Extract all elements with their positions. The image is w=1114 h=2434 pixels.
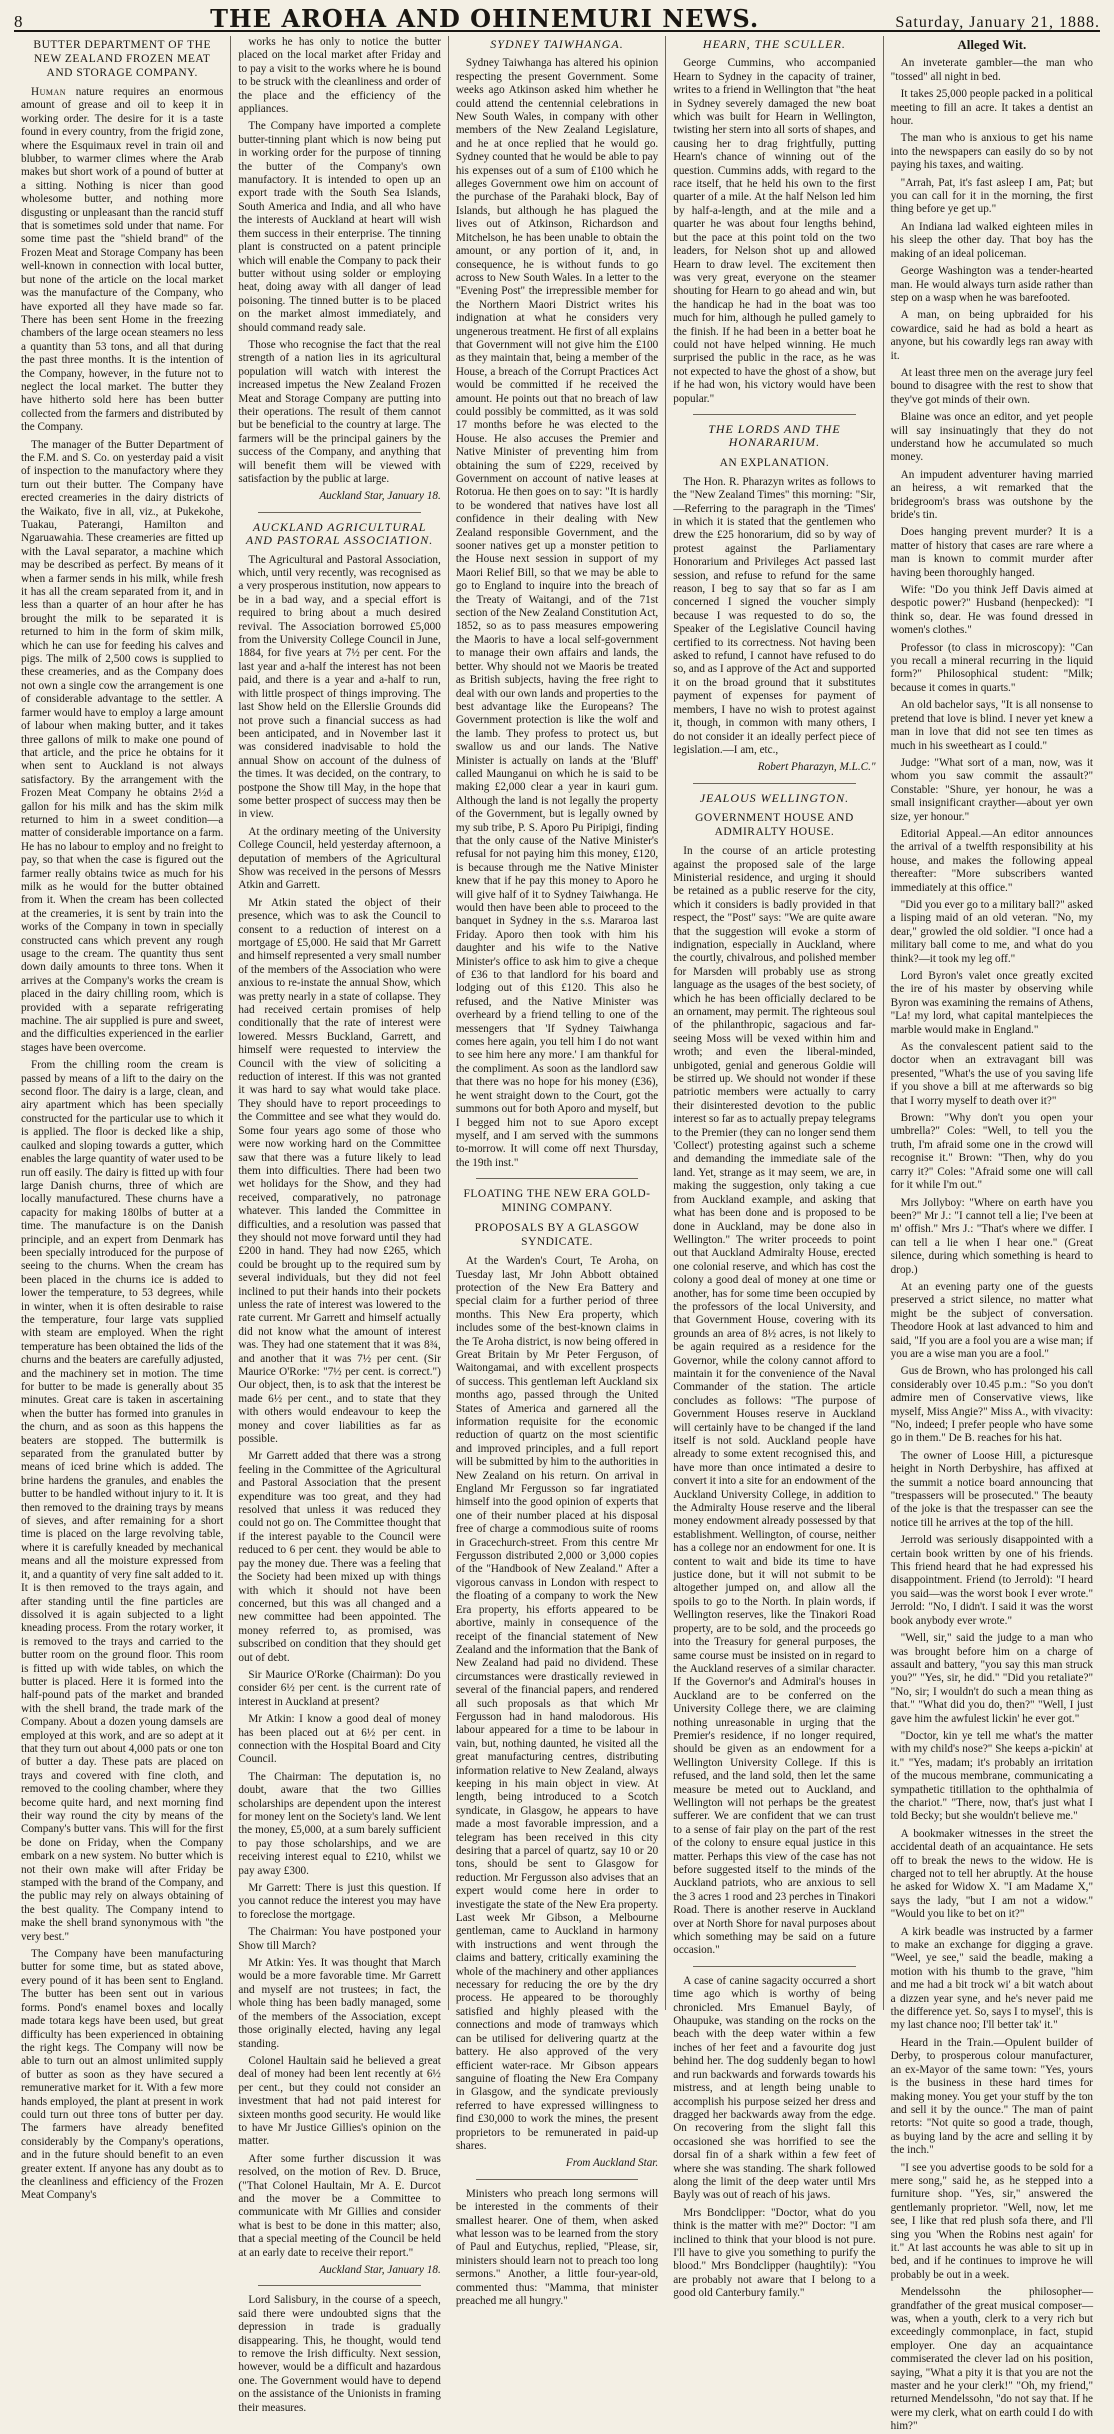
article-heading: FLOATING THE NEW ERA GOLD-MINING COMPANY. bbox=[463, 1188, 651, 1215]
joke-paragraph: George Washington was a tender-hearted man. He would always turn aside rather than step on a wasp when he was barefooted. bbox=[890, 265, 1094, 304]
divider bbox=[476, 1178, 638, 1179]
article-paragraph: The Hon. R. Pharazyn writes as follows to the "New Zealand Times" this morning: "Sir,—Referring to the paragraph in the 'Times' in which it is stated that the gentlemen who drew the £25 honorarium, did so by way of protest against the Parliamentary Honorarium and Privileges Act passed last session, and refuse to refund for the same reason, I beg to say that so far as I am concerned I signed the voucher simply because I was requested to do so, the Speaker of the Legislative Council having certified to its correctness. Not having been asked to refund, I cannot have refused to do so, and as I approve of the Act and supported it on the broad ground that it substitutes payment of expenses for payment of members, I have no wish to protest against it, though, in common with many others, I do not consider it an ideally perfect piece of legislation.—I am, etc., bbox=[673, 475, 876, 756]
article-heading: BUTTER DEPARTMENT OF THE NEW ZEALAND FROZEN MEAT AND STORAGE COMPANY. bbox=[33, 39, 211, 79]
joke-paragraph: "Well, sir," said the judge to a man who was brought before him on a charge of assault and battery, "you say this man struck you?" "Yes, sir, he did." "Did you retaliate?" "No, sir; I wouldn't do such a mean thing as that." "What did you do, then?" "Well, I just gave him the awfulest lickin' he ever got." bbox=[890, 1632, 1094, 1725]
signature: Robert Pharazyn, M.L.C." bbox=[757, 761, 876, 774]
dateline: Auckland Star, January 18. bbox=[319, 2264, 441, 2276]
column-4 bbox=[666, 36, 883, 2300]
article-heading: JEALOUS WELLINGTON. bbox=[699, 790, 850, 805]
joke-paragraph: Heard in the Train.—Opulent builder of Derby, to prosperous colour manufacturer, an ex-Mayor of the same town: "Yes, yours is the business in these hard times for making money. You get your stuff by the ton and sell it by the ounce." The man of paint retorts: "Not quite so good a trade, though, as buying land by the acre and selling it by the inch." bbox=[890, 2036, 1094, 2157]
joke-paragraph: Lord Byron's valet once greatly excited the ire of his master by observing while Byron was examining the remains of Athens, "La! my lord, what capital mantelpieces the marble would make in England." bbox=[890, 970, 1094, 1036]
joke-paragraph: Wife: "Do you think Jeff Davis aimed at despotic power?" Husband (henpecked): "I think so, dear. He was found dressed in women's clothes." bbox=[890, 584, 1094, 637]
column-2 bbox=[231, 36, 448, 2414]
joke-paragraph: Gus de Brown, who has prolonged his call considerably over 10.45 p.m.: "So you don't admire men of Conservative views, like myself, Miss Angie?" Miss A., with vivacity: "No, indeed; I prefer people who have some go in them." De B. reaches for his hat. bbox=[890, 1365, 1094, 1445]
joke-paragraph: Jerrold was seriously disappointed with a certain book written by one of his friends. This friend heard that he had expressed his disappointment. Friend (to Jerrold): "I heard you said—was the worst book I ever wrote." Jerrold: "No, I didn't. I said it was the worst book anybody ever wrote." bbox=[890, 1534, 1094, 1627]
article-heading: HEARN, THE SCULLER. bbox=[702, 37, 846, 51]
joke-paragraph: "Did you ever go to a military ball?" asked a lisping maid of an old veteran. "No, my dear," growled the old soldier. "I once had a military ball come to me, and what do you think?—it took my leg off." bbox=[890, 898, 1094, 965]
joke-paragraph: It takes 25,000 people packed in a political meeting to fill an acre. It takes a dentist an hour. bbox=[890, 88, 1094, 128]
dateline: From Auckland Star. bbox=[565, 2157, 659, 2170]
article-subheading: AN EXPLANATION. bbox=[719, 456, 830, 469]
article-paragraph: The Chairman: You have postponed your Show till March? bbox=[238, 1926, 441, 1952]
article-paragraph: Those who recognise the fact that the real strength of a nation lies in its agricultural population will watch with interest the increased impetus the New Zealand Frozen Meat and Storage Company are putting into their operations. The result of them cannot but be beneficial to the country at large. The farmers will be the principal gainers by the success of the Company, and anything that will benefit them will be viewed with satisfaction by the public at large. bbox=[238, 338, 441, 485]
joke-paragraph: Blaine was once an editor, and yet people will say insinuatingly that they do not understand how he accumulated so much money. bbox=[890, 411, 1094, 464]
article-paragraph: Lord Salisbury, in the course of a speech, said there were undoubted signs that the depression in trade is gradually disappearing. This, he thought, would tend to remove the Irish difficulty. Next session, however, would be a difficult and hazardous one. The Government would have to depend on the assistance of the Unionists in framing their measures. bbox=[238, 2294, 441, 2414]
joke-paragraph: Editorial Appeal.—An editor announces the arrival of a twelfth responsibility at his house, and makes the following appeal thereafter: "More subscribers wanted immediately at this office." bbox=[890, 827, 1094, 894]
joke-paragraph: A kirk beadle was instructed by a farmer to make an exchange for digging a grave. "Weel, ye see," said the beadle, making a motion with his thumb to the grave, "him and me had a bit trock wi' a bit watch about a dizzen year syne, and he's never paid me the difference yet. So, says I to mysel', this is my last chance noo; I'll better tak' it." bbox=[890, 1925, 1094, 2032]
article-paragraph: From the chilling room the cream is passed by means of a lift to the dairy on the second floor. The dairy is a large, clean, and airy apartment which has been specially constructed for the particular use to which it is applied. The floor is decked like a ship, caulked and sloping towards a gutter, which enables the large quantity of water used to be run off easily. The dairy is fitted up with four large Danish churns, three of which are locally manufactured. These churns have a capacity for making 180lbs of butter at a time. The manufacture is on the Danish principle, and an expert from Denmark has been specially introduced for the purpose of seeing to the churns. When the cream has been placed in the churns ice is added to lower the temperature, to 53 degrees, while in winter, when it is often desirable to raise the temperature, four large vats supplied with steam are employed. When the right temperature has been obtained the lids of the churns and the beaters are carefully adjusted, and the machinery set in motion. The time for butter to be made is generally about 35 minutes. Great care is taken in ascertaining when the butter has formed into granules in the churn, and as soon as this happens the beaters are stopped. The buttermilk is separated from the granulated butter by means of iced brine which is added. The brine hardens the granules, and enables the butter to be handled without injury to it. It is then removed to the draining trays by means of sieves, and after remaining for a short time is placed on the large revolving table, where it is carefully kneaded by mechanical means and all the moisture expressed from it, and a quantity of very fine salt added to it. It is then removed to the trays again, and after standing until the fine particles are dissolved it is again subjected to a light kneading process. From the rotary worker, it is removed to the trays and carried to the butter room on the ground floor. This room is fitted up with wide tables, on which the butter is placed. Here it is formed into the half-pound pats of the market and branded with the shell brand, the trade mark of the Company. About a dozen young damsels are employed at this work, and are so adept at it that they turn out about 4,000 pats or one ton of butter a day. These pats are placed on trays and covered with fine cloth, and removed to the cooling chamber, where they become quite hard, and next morning find their way round the city by means of the Company's butter vans. This will for the first be done on Friday, when the Company embark on a new system. No butter which is not their own make will after Friday be stamped with the brand of the Company, and the public may rely on always obtaining of the best quality. The Company intend to make the shell brand synonymous with "the very best." bbox=[21, 1059, 224, 1943]
joke-paragraph: At an evening party one of the guests preserved a strict silence, no matter what might be the subject of conversation. Theodore Hook at last advanced to him and said, "If you are a fool you are a wise man; if you are a wise man you are a fool." bbox=[890, 1280, 1094, 1360]
joke-paragraph: Mendelssohn the philosopher—grandfather of the great musical composer—was, when a youth, clerk to a very rich but exceedingly commonplace, in fact, stupid employer. One day an acquaintance commiserated the clever lad on his position, saying, "What a pity it is that you are not the master and he your clerk!" "Oh, my friend," returned Mendelssohn, "do not say that. If he were my clerk, what on earth could I do with him?" bbox=[890, 2286, 1094, 2433]
article-paragraph: The Company have imported a complete butter-tinning plant which is now being put in working order for the purpose of tinning the butter of the Company's own manufactory. It is intended to open up an export trade with the South Sea Islands, South America and India, and all who have the interests of Auckland at heart will wish them success in their enterprise. The tinning plant is constructed on a patent principle which will enable the Company to pack their butter without using solder or employing heat, doing away with all danger of lead poisoning. The tinned butter is to be placed on the market almost immediately, and should command ready sale. bbox=[238, 120, 441, 334]
joke-paragraph: Mrs Jollyboy: "Where on earth have you been?" Mr J.: "I cannot tell a lie; I've been at m' offish." Mrs J.: "That's where we differ. I can tell a lie when I hear one." (Great silence, during which something is heard to drop.) bbox=[890, 1196, 1094, 1276]
article-paragraph: Sir Maurice O'Rorke (Chairman): Do you consider 6½ per cent. is the current rate of interest in Auckland at present? bbox=[238, 1668, 441, 1708]
joke-paragraph: Professor (to class in microscopy): "Can you recall a mineral recurring in the liquid form?" Philosophical student: "Milk; because it comes in quarts." bbox=[890, 641, 1094, 694]
article-heading: THE LORDS AND THE HONARARIUM. bbox=[708, 421, 841, 450]
article-paragraph: A case of canine sagacity occurred a short time ago which is worthy of being chronicled. Mrs Emanuel Bayly, of Ohaupuke, was standing on the rocks on the beach with the deep water within a few inches of her feet and a favourite dog just behind her. The dog suddenly began to howl and run backwards and forwards towards his mistress, and at length being unable to accomplish his purpose seized her dress and dragged her backwards away from the edge. On recovering from the slight fall this occasioned she was horrified to see the dorsal fin of a shark within a few feet of where she was standing. The shark followed along the limit of the deep water until Mrs Bayly was out of reach of his jaws. bbox=[673, 1974, 876, 2202]
joke-paragraph: "Arrah, Pat, it's fast asleep I am, Pat; but you can call for it in the morning, the first thing before ye get up." bbox=[890, 176, 1094, 216]
joke-paragraph: The man who is anxious to get his name into the newspapers can easily do so by not paying his taxes, and waiting. bbox=[890, 132, 1094, 172]
newspaper-title: THE AROHA AND OHINEMURI NEWS. bbox=[210, 4, 760, 33]
article-paragraph: The Chairman: The deputation is, no doubt, aware that the two Gillies scholarships are dependent upon the interest for money lent on the Society's land. We lent the money, £5,000, at a sum barely sufficient to pay those scholarships, and we are receiving interest equal to £210, whilst we pay away £300. bbox=[238, 1770, 441, 1877]
article-heading: Alleged Wit. bbox=[957, 37, 1027, 52]
joke-paragraph: As the convalescent patient said to the doctor when an extravagant bill was presented, "What's the use of you saving life if you shove a bill at me afterwards so big that I worry myself to death over it?" bbox=[890, 1041, 1094, 1107]
divider bbox=[693, 1966, 855, 1967]
article-subheading: PROPOSALS BY A GLASGOW SYNDICATE. bbox=[474, 1222, 640, 1249]
article-paragraph: Mr Garrett added that there was a strong feeling in the Committee of the Agricultural and Pastoral Association that the present expenditure was too great, and they had resolved that unless it was reduced they could not go on. The Committee thought that if the interest payable to the Council were reduced to 6 per cent. they would be able to pay the money due. There was a feeling that the Society had been mixed up with things with which it should not have been concerned, but this was all changed and a new committee had been appointed. The money referred to, as promised, was subscribed on condition that they should get out of debt. bbox=[238, 1450, 441, 1664]
dateline: Auckland Star, January 18. bbox=[319, 490, 441, 503]
article-paragraph bbox=[21, 86, 223, 435]
joke-paragraph: A bookmaker witnesses in the street the accidental death of an acquaintance. He sets off to break the news to the widow. He is charged not to tell her abruptly. At the house he asked for Widow X. "I am Madame X," says the lady, "but I am not a widow." "Would you like to bet on it?" bbox=[890, 1827, 1094, 1921]
column-3 bbox=[449, 36, 666, 2307]
page-number: 8 bbox=[14, 12, 23, 31]
article-paragraph: The Company have been manufacturing butter for some time, but as stated above, every pound of it has been sent to England. The butter has been sent out in various forms. Pond's enamel boxes and locally made totara kegs have been used, but great difficulty has been experienced in obtaining the right kegs. The Company will now be able to turn out an almost unlimited supply of butter as soon as they have secured a remunerative market for it. With a few more hands employed, the plant at present in work could turn out three tons of butter per day. The farmers have already benefited considerably by the Company's operations, and in the future should benefit to an even greater extent. If anyone has any doubt as to the cleanliness and efficiency of the Frozen Meat Company's bbox=[21, 1948, 224, 2202]
article-paragraph: The manager of the Butter Department of the F.M. and S. Co. on yesterday paid a visit of inspection to the manufactory where they turn out their butter. The Company have erected creameries in the dairy districts of the Waikato, five in all, viz., at Pukekohe, Tuakau, Paterangi, Hamilton and Ngaruawahia. These creameries are fitted up with the Laval separator, a machine which may be described as perfect. By means of it when a farmer sends in his milk, while fresh it has all the cream separated from it, and in less than a quarter of an hour after he has brought the milk to be separated it is returned to him in the form of skim milk, which he can use for feeding his calves and pigs. The milk of 2,500 cows is supplied to these creameries, and as the Company does not own a single cow the arrangement is one of considerable advantage to the settler. A farmer would have to employ a large amount of labour when making butter, and it takes three gallons of milk to make one pound of that article, and the price he obtains for it when sent to Auckland is not always satisfactory. By the arrangement with the Frozen Meat Company he obtains 2½d a gallon for his milk and has the skim milk returned to him in a sweet condition—a matter of considerable importance on a farm. He has no labour to employ and no freight to pay, so that when the case is figured out the farmer really obtains twice as much for his milk as he would for the butter obtained from it. When the cream has been collected at the creameries, it is sent by train into the works of the Company in town in specially constructed cans which prevent any rough usage to the cream. The quantity thus sent down daily amounts to three tons. When it arrives at the Company's works the cream is placed in the dairy chilling room, which is provided with a separate refrigerating machine. The air supplied is pure and sweet, and the difficulties experienced in the earlier stages have been overcome. bbox=[21, 438, 224, 1054]
article-paragraph: After some further discussion it was resolved, on the motion of Rev. D. Bruce, ("That Colonel Haultain, Mr A. E. Durcot and the mover be a Committee to communicate with Mr Gillies and consider what is best to be done in this matter; also, that a special meeting of the Council be held at an early date to receive their report." bbox=[238, 2152, 441, 2259]
article-paragraph: Mr Atkin: I know a good deal of money has been placed out at 6½ per cent. in connection with the Hospital Board and City Council. bbox=[238, 1713, 441, 1766]
joke-paragraph: An Indiana lad walked eighteen miles in his sleep the other day. That boy has the making of an ideal policeman. bbox=[890, 220, 1094, 260]
article-paragraph: Colonel Haultain said he believed a great deal of money had been lent recently at 6½ per cent., but they could not consider an investment that had not paid interest for sixteen months good security. He would like to have Mr Justice Gillies's opinion on the matter. bbox=[238, 2054, 441, 2148]
joke-paragraph: An inveterate gambler—the man who "tossed" all night in bed. bbox=[890, 57, 1094, 83]
divider bbox=[258, 512, 420, 513]
article-paragraph: Mr Atkin stated the object of their presence, which was to ask the Council to consent to a reduction of interest on a mortgage of £5,000. He said that Mr Garrett and himself represented a very small number of the members of the Association who were anxious to re-instate the annual Show, which was pretty nearly in a state of collapse. They had received certain promises of help conditionally that the rate of interest were lowered. Messrs Buckland, Garrett, and himself were requested to interview the Council with the view of soliciting a reduction of interest. If this was not granted it was hard to say what would take place. They should have to report proceedings to the Committee and see what they would do. Some four years ago some of those who were now working hard on the Committee saw that there was a future likely to lead them into difficulties. There had been two wet holidays for the Show, and they had received, comparatively, no patronage whatever. This landed the Committee in difficulties, and a resolution was passed that they should not move forward until they had £200 in hand. They had now £265, which could be brought up to the required sum by several individuals, but they did not feel inclined to put their hands into their pockets unless the rate of interest was lowered to the rate current. Mr Garrett and himself actually did not know what the amount of interest was. They had one statement that it was 8¾, and another that it was 7½ per cent. (Sir Maurice O'Rorke: "7½ per cent. is correct.") Our object, then, is to ask that the interest be made 6½ per cent., and to state that they with others would endeavour to keep the money and cover liabilities as far as possible. bbox=[238, 896, 441, 1446]
joke-paragraph: An old bachelor says, "It is all nonsense to pretend that love is blind. I never yet knew a man in love that did not see ten times as much in his sweetheart as I could." bbox=[890, 699, 1094, 752]
article-subheading: GOVERNMENT HOUSE AND ADMIRALTY HOUSE. bbox=[695, 812, 854, 839]
article-paragraph: The Agricultural and Pastoral Association, which, until very recently, was recognised as a very prosperous institution, now appears to be in a bad way, and a special effort is required to bring about a much desired revival. The Association borrowed £5,000 from the University College Council in June, 1884, for five years at 7½ per cent. For the last year and a-half the interest has not been paid, and there is a year and a-half to run, with little prospect of things improving. The last Show held on the Ellerslie Grounds did not prove such a financial success as had been anticipated, and in November last it was considered inadvisable to hold the annual Show on account of the dulness of the times. It was decided, on the contrary, to postpone the Show till May, in the hope that some better prospect of success may then be in view. bbox=[238, 553, 441, 821]
article-paragraph: Sydney Taiwhanga has altered his opinion respecting the present Government. Some weeks ago Atkinson asked him whether he could attend the centennial celebrations in New South Wales, in company with other members of the New Zealand Legislature, and he at once replied that he would go. Sydney counted that he would be able to pay his expenses out of a sum of £100 which he alleges Government owe him on account of the purchase of the Parahaki block, Bay of Islands, but although he has plagued the lives out of Atkinson, Richardson and Mitchelson, he has been unable to obtain the amount, or any portion of it, and, in consequence, he is without funds to go across to New South Wales. In a letter to the "Evening Post" the irrepressible member for the Northern Maori District writes his indignation at what he considers very ungenerous treatment. He first of all explains that Government will not give him the £100 as they maintain that, being a member of the House, a breach of the Corrupt Practices Act would be committed if he received the amount. He points out that no breach of law could possibly be committed, as it was sold 17 months before he was elected to the House. He also accuses the Premier and Native Minister of preventing him from obtaining the sum of £229, received by Government on account of native leases at Rotorua. He then goes on to say: "It is hardly to be wondered that natives have lost all confidence in their dealing with New Zealand responsible Government, and the sooner natives get up a monster petition to the House next session in support of my Maori Relief Bill, so that we may be able to go to England to inquire into the breach of the Treaty of Waitangi, and of the 71st section of the New Zealand Constitution Act, 1852, so as to pass measures empowering the Maoris to have a local self-government to manage their own affairs and lands, the better. Why should not we Maoris be treated as British subjects, having the free right to deal with our own lands and properties to the best advantage like the Europeans? The Government protection is like the wolf and the lamb. They profess to protect us, but swallow us and our lands. The Native Minister is actually on lands at the 'Bluff' called Maunganui on which he is said to be making £2,000 clear a year in kauri gum. Although the land is not legally the property of the Government, but is legally owned by my sub tribe, P. S. Aporo Pu Piripigi, finding that the only cause of the Native Minister's refusal for not paying him this money, £120, is because through me the Native Minister knew that if he pay this money to Aporo he will give half of it to Sydney Taiwhanga. He would then have been able to proceed to the banquet in Sydney in the s.s. Mararoa last Friday. Aporo then took with him his daughter and his wife to the Native Minister's office to ask him to give a cheque of £36 to that landlord for his board and lodging out of this £120. This also he refused, and the Native Minister was overheard by a friend telling to one of the messengers that 'If Sydney Taiwhanga comes here again, you tell him I do not want to see him here any more.' I am thankful for the compliment. As soon as the landlord saw that there was no hope for his money (£36), he went straight down to the Court, got the summons out for both Aporo and myself, but I begged him not to sue Aporo except myself, and I am served with the summons to-morrow. It will come off next Thursday, the 19th inst." bbox=[455, 57, 659, 1169]
lead-word: Human bbox=[31, 86, 67, 98]
divider bbox=[258, 2285, 420, 2286]
article-paragraph: At the ordinary meeting of the University College Council, held yesterday afternoon, a deputation of members of the Agricultural Show was received in the persons of Messrs Atkin and Garrett. bbox=[238, 825, 441, 892]
joke-paragraph: Judge: "What sort of a man, now, was it whom you saw commit the assault?" Constable: "Shure, yer honour, he was a small insignificant crayther—about yer own size, yer honour." bbox=[890, 756, 1094, 823]
article-paragraph: Mr Atkin: Yes. It was thought that March would be a more favorable time. Mr Garrett and myself are not trustees; in fact, the whole thing has been badly managed, some of the members of the Association, except those originally elected, having any legal standing. bbox=[238, 1957, 441, 2050]
article-paragraph: At the Warden's Court, Te Aroha, on Tuesday last, Mr John Abbott obtained protection of the New Era Battery and special claim for a further period of three months. This New Era property, which includes some of the best-known claims in the Te Aroha district, is now being offered in Great Britain by Mr Peter Ferguson, of Waitongamai, and with excellent prospects of success. This gentleman left Auckland six months ago, passed through the United States of America and garnered all the information requisite for the economic reduction of quartz on the most scientific and improved principles, and a full report will be submitted by him to the authorities in New Zealand on his return. On arrival in England Mr Fergusson so far ingratiated himself into the good opinion of experts that one of their number placed at his disposal free of charge a commodious suite of rooms in Gracechurch-street. From this centre Mr Fergusson distributed 2,000 or 3,000 copies of the "Handbook of New Zealand." After a vigorous canvass in London with respect to the floating of a company to work the New Era property, his efforts appeared to be abortive, mainly in consequence of the receipt of the financial statement of New Zealand and the information that the Bank of New Zealand had paid no dividend. These circumstances were drastically reviewed in several of the financial papers, and rendered all such proposals as that which Mr Fergusson had in hand malodorous. His labour appeared for a time to be labour in vain, but, nothing daunted, he visited all the great manufacturing centres, distributing information relative to New Zealand, always keeping in his main object in view. At length, being introduced to a Scotch syndicate, in Glasgow, he appears to have made a most favorable impression, and a telegram has been received in this city desiring that a parcel of quartz, say 10 or 20 tons, should be sent to Glasgow for reduction. Mr Fergusson also advises that an expert would come here in order to investigate the state of the New Era property. Last week Mr Gibson, a Melbourne gentleman, came to Auckland in harmony with instructions and went through the claims and battery, critically examining the whole of the machinery and other appliances necessary for reducing the ore by the dry process. He appeared to be thoroughly satisfied and highly pleased with the connections and mode of tramways which can be utilised for delivering quartz at the battery. He also approved of the very efficient water-race. Mr Gibson appears sanguine of floating the New Era Company in Glasgow, and the syndicate previously referred to have expressed willingness to find £30,000 to work the mines, the present proprietors to be remunerated in paid-up shares. bbox=[455, 1255, 659, 2152]
article-paragraph: Mrs Bondclipper: "Doctor, what do you think is the matter with me?" Doctor: "I am inclined to think that your blood is not pure. I'll have to give you something to purify the blood." Mrs Bondclipper (haughtily): "You are probably not aware that I belong to a good old Canterbury family." bbox=[673, 2206, 876, 2300]
divider bbox=[693, 414, 855, 415]
article-heading: SYDNEY TAIWHANGA. bbox=[490, 37, 624, 51]
joke-paragraph: The owner of Loose Hill, a picturesque height in North Derbyshire, has affixed at the summit a notice board announcing that "trespassers will be prosecuted." The beauty of the joke is that the trespasser can see the notice till he arrives at the top of the hill. bbox=[890, 1449, 1094, 1529]
article-paragraph: works he has only to notice the butter placed on the local market after Friday and to pay a visit to the works where he is bound to be struck with the cleanliness and order of the place and the efficiency of the appliances. bbox=[238, 36, 441, 116]
joke-paragraph: An impudent adventurer having married an heiress, a wit remarked that the bridegroom's brass was outshone by the bride's tin. bbox=[890, 468, 1094, 521]
joke-paragraph: A man, on being upbraided for his cowardice, said he had as bold a heart as anyone, but his cowardly legs ran away with it. bbox=[890, 309, 1094, 362]
article-paragraph: Mr Garrett: There is just this question. If you cannot reduce the interest you may have to foreclose the mortgage. bbox=[238, 1882, 441, 1921]
joke-paragraph: At least three men on the average jury feel bound to disagree with the rest to show that they've got minds of their own. bbox=[890, 366, 1094, 406]
joke-paragraph: Brown: "Why don't you open your umbrella?" Coles: "Well, to tell you the truth, I'm afraid some one in the crowd will recognise it." Brown: "Then, why do you carry it?" Coles: "Afraid some one will call for it while I'm out." bbox=[890, 1112, 1094, 1192]
article-paragraph: George Cummins, who accompanied Hearn to Sydney in the capacity of trainer, writes to a friend in Wellington that "the heat in Sydney severely damaged the new boat which was built for Hearn in Wellington, twisting her stern into all sorts of shapes, and causing her to drag frightfully, putting Hearn's chance of winning out of the question. Cummins adds, with regard to the race itself, that he held his own to the first quarter of a mile. At the half Nelson led him by half-a-length, and at the mile and a quarter he was about four lengths behind, but the pace at this point told on the two leaders, for Nelson shot up and allowed Hearn to draw level. The excitement then was very great, everyone on the steamer shouting for Hearn to go ahead and win, but the handicap he had in the boat was too much for him, although he pulled gamely to the finish. If he had been in a better boat he could not have helped winning. He much surprised the public in the race, as he was not expected to have the ghost of a show, but if he had won, his victory would have been popular." bbox=[673, 57, 876, 405]
joke-paragraph: "Doctor, kin ye tell me what's the matter with my child's nose?" She keeps a-pickin' at it." "Yes, madam; it's probably an irritation of the mucous membrane, communicating a sympathetic titillation to the ophthalmia of the chariot." "There, now, that's just what I told Becky; but she wouldn't believe me." bbox=[890, 1729, 1094, 1823]
joke-paragraph: Does hanging prevent murder? It is a matter of history that cases are rare where a man is known to commit murder after having been thoroughly hanged. bbox=[890, 526, 1094, 579]
issue-date: Saturday, January 21, 1888. bbox=[895, 14, 1100, 31]
divider bbox=[693, 783, 855, 784]
masthead bbox=[14, 4, 1100, 32]
article-paragraph: Ministers who preach long sermons will be interested in the comments of their smallest hearer. One of them, when asked what lesson was to be learned from the story of Paul and Eutychus, replied, "Please, sir, ministers should learn not to preach too long sermons." Another, a little four-year-old, commented thus: "Mamma, that minister preached me all hungry." bbox=[455, 2187, 659, 2307]
joke-paragraph: "I see you advertise goods to be sold for a mere song," said he, as he stepped into a furniture shop. "Yes, sir," answered the gentlemanly proprietor. "Well, now, let me see, I like that red plush sofa there, and I'll sing you 'When the Robins nest again' for it." At last accounts he was able to sit up in bed, and if he continues to improve he will probably be out in a week. bbox=[890, 2161, 1094, 2281]
columns bbox=[14, 36, 1100, 2433]
article-heading: AUCKLAND AGRICULTURAL AND PASTORAL ASSOCIATION. bbox=[245, 519, 434, 548]
column-1 bbox=[14, 36, 231, 2202]
article-text: nature requires an enormous amount of grease and oil to keep it in working order. The desire for it is a taste found in every country, from the frigid zone, where the Esquimaux revel in train oil and blubber, to warmer climes where the Arab makes but short work of a pound of butter at a sitting. Nothing is nicer than good wholesome butter, and nothing more disgusting or unpleasant than the rancid stuff that is sometimes sold under that name. For some time past the "shield brand" of the Frozen Meat and Storage Company has been well-known in connection with local butter, but none of the article on the local market was the manufacture of the Company, who have exported all they have made so far. There has been sent Home in the freezing chambers of the large ocean steamers no less a quantity than 53 tons, and all that during the past three months. It is the intention of the Company, however, in the future not to neglect the local market. The butter they have hitherto sold here has been butter collected from the farmers and distributed by the Company. bbox=[21, 86, 224, 434]
divider bbox=[476, 2179, 638, 2180]
article-paragraph: In the course of an article protesting against the proposed sale of the large Ministerial residence, and urging it should be retained as a public reserve for the city, which it considers is badly provided in that respect, the "Post" says: "We are quite aware that the suggestion will evoke a storm of indignation, especially in Auckland, where the courtly, chivalrous, and polished member for Marsden will probably use as strong language as the usages of the best society, of which he has been officially declared to be an ornament, may permit. The righteous soul of the philanthropic, sagacious and far-seeing Moss will be vexed within him and wroth; and even the liberal-minded, unbigoted, genial and generous Goldie will be stirred up. We should not wonder if these patriotic members were actually to carry their disinterested devotion to the public interest so far as to actually prepay telegrams to the Premier (they can no longer send them 'Collect') protesting against such a scheme and demanding the immediate sale of the land. Yet, strange as it may seem, we are, in making the suggestion, only taking a cue from Auckland example, and asking that what has been done and is proposed to be done in Auckland, may be done also in Wellington." The writer proceeds to point out that Auckland Admiralty House, erected one colonial reserve, and which has cost the colony a good deal of money at one time or another, has for some time been occupied by the professors of the local University, and that Government House, covering with its grounds an area of 8½ acres, is not likely to be again required as a residence for the Governor, while the colony cannot afford to maintain it for the convenience of the Naval Commander of the station. The article concludes as follows: "The purpose of Government Houses reserve in Auckland will certainly have to be changed if the land itself is not sold. Auckland people have already to some extent recognised this, and have more than once intimated a desire to convert it into a site for an endowment of the Auckland University College, in addition to the Admiralty House reserve and the liberal money endowment already possessed by that establishment. Wellington, of course, neither has a college nor an endowment for one. It is content to wait and bide its time to have justice done, but it will not submit to be altogether jumped on, and allow all the spoils to go to the North. In plain words, if Wellington reserves, like the Tinakori Road property, are to be sold, and the proceeds go into the Treasury for general purposes, the same course must be insisted on in regard to the Auckland reserves of a similar character. If the Governor's and Admiral's houses in Auckland are to be conferred on the University College there, we are claiming nothing unreasonable in urging that the Premier's residence, if no longer required, should be given as an endowment for a Wellington University College. If this is refused, and the land sold, then let the same measure be meted out to Auckland, and Wellington will not perhaps be the greatest sufferer. We are confident that we can trust to a sense of fair play on the part of the rest of the colony to ensure equal justice in this matter. Perhaps this view of the case has not before suggested itself to the minds of the Auckland patriots, who are anxious to sell the 3 acres 1 rood and 23 perches in Tinakori Road. There is another reserve in Auckland over at North Shore for naval purposes about which something may be said on a future occasion." bbox=[673, 845, 876, 1957]
column-5 bbox=[884, 36, 1100, 2433]
